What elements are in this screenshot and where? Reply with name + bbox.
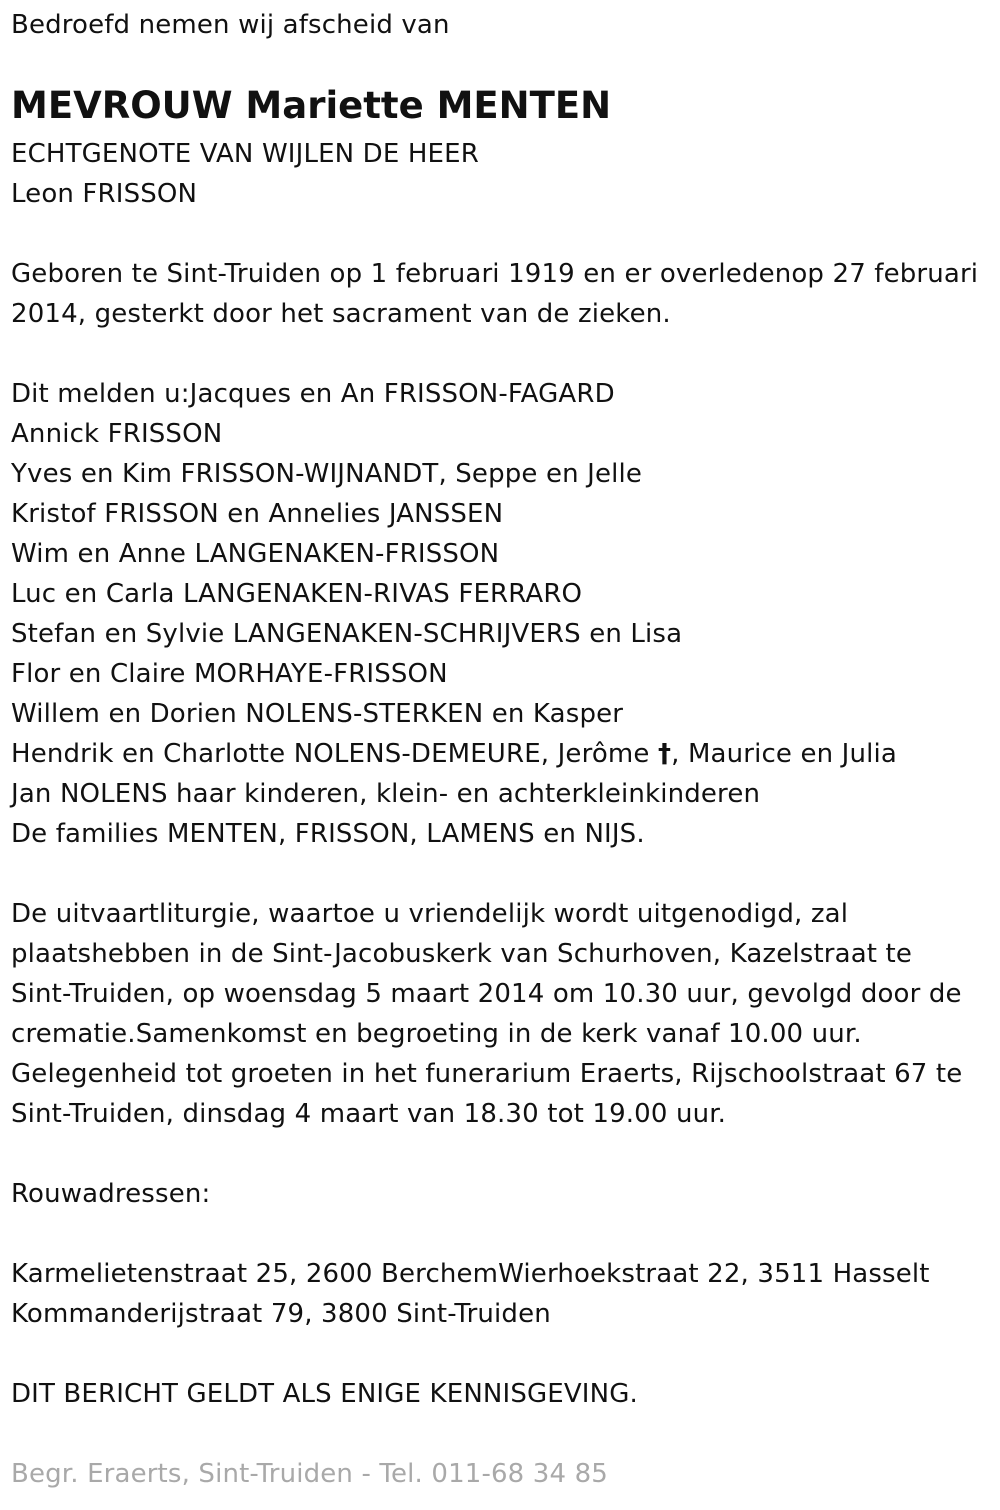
- announcer-line: Flor en Claire MORHAYE-FRISSON: [11, 659, 448, 689]
- announcer-line: De families MENTEN, FRISSON, LAMENS en NIJS.: [11, 819, 645, 849]
- announcer-line: [11, 734, 897, 774]
- address-line: Kommanderijstraat 79, 3800 Sint-Truiden: [11, 1299, 551, 1329]
- announcer-line: Willem en Dorien NOLENS-STERKEN en Kasper: [11, 699, 624, 729]
- announcer-line: Stefan en Sylvie LANGENAKEN-SCHRIJVERS en Lisa: [11, 619, 683, 649]
- announcer-line: Wim en Anne LANGENAKEN-FRISSON: [11, 539, 500, 569]
- announcer-line: Dit melden u:Jacques en An FRISSON-FAGARD: [11, 379, 615, 409]
- birth-death-line: 2014, gesterkt door het sacrament van de zieken.: [11, 299, 671, 329]
- spouse-name: Leon FRISSON: [11, 179, 198, 209]
- announcer-line: Jan NOLENS haar kinderen, klein- en achterkleinkinderen: [11, 779, 761, 809]
- spouse-title: ECHTGENOTE VAN WIJLEN DE HEER: [11, 139, 479, 169]
- birth-death-line: Geboren te Sint-Truiden op 1 februari 1919 en er overledenop 27 februari: [11, 259, 979, 289]
- cross-icon: †: [657, 739, 672, 769]
- announcer-text: , Maurice en Julia: [671, 739, 897, 769]
- announcer-line: Yves en Kim FRISSON-WIJNANDT, Seppe en Jelle: [11, 459, 642, 489]
- intro-text: Bedroefd nemen wij afscheid van: [11, 10, 450, 40]
- notice-text: DIT BERICHT GELDT ALS ENIGE KENNISGEVING.: [11, 1379, 638, 1409]
- announcer-line: Kristof FRISSON en Annelies JANSSEN: [11, 499, 504, 529]
- funeral-line: Sint-Truiden, dinsdag 4 maart van 18.30 tot 19.00 uur.: [11, 1099, 727, 1129]
- funeral-line: Gelegenheid tot groeten in het funerarium Eraerts, Rijschoolstraat 67 te: [11, 1059, 963, 1089]
- funeral-line: plaatshebben in de Sint-Jacobuskerk van Schurhoven, Kazelstraat te: [11, 939, 913, 969]
- announcer-line: Luc en Carla LANGENAKEN-RIVAS FERRARO: [11, 579, 583, 609]
- funeral-line: crematie.Samenkomst en begroeting in de kerk vanaf 10.00 uur.: [11, 1019, 862, 1049]
- addresses-label: Rouwadressen:: [11, 1179, 211, 1209]
- address-line: Karmelietenstraat 25, 2600 BerchemWierhoekstraat 22, 3511 Hasselt: [11, 1259, 930, 1289]
- announcer-line: Annick FRISSON: [11, 419, 223, 449]
- announcer-text: Hendrik en Charlotte NOLENS-DEMEURE, Jerôme: [11, 739, 658, 769]
- funeral-line: Sint-Truiden, op woensdag 5 maart 2014 om 10.30 uur, gevolgd door de: [11, 979, 962, 1009]
- funeral-line: De uitvaartliturgie, waartoe u vriendelijk wordt uitgenodigd, zal: [11, 899, 849, 929]
- funeral-home-footer: Begr. Eraerts, Sint-Truiden - Tel. 011-68 34 85: [11, 1459, 608, 1489]
- deceased-name: MEVROUW Mariette MENTEN: [11, 84, 612, 127]
